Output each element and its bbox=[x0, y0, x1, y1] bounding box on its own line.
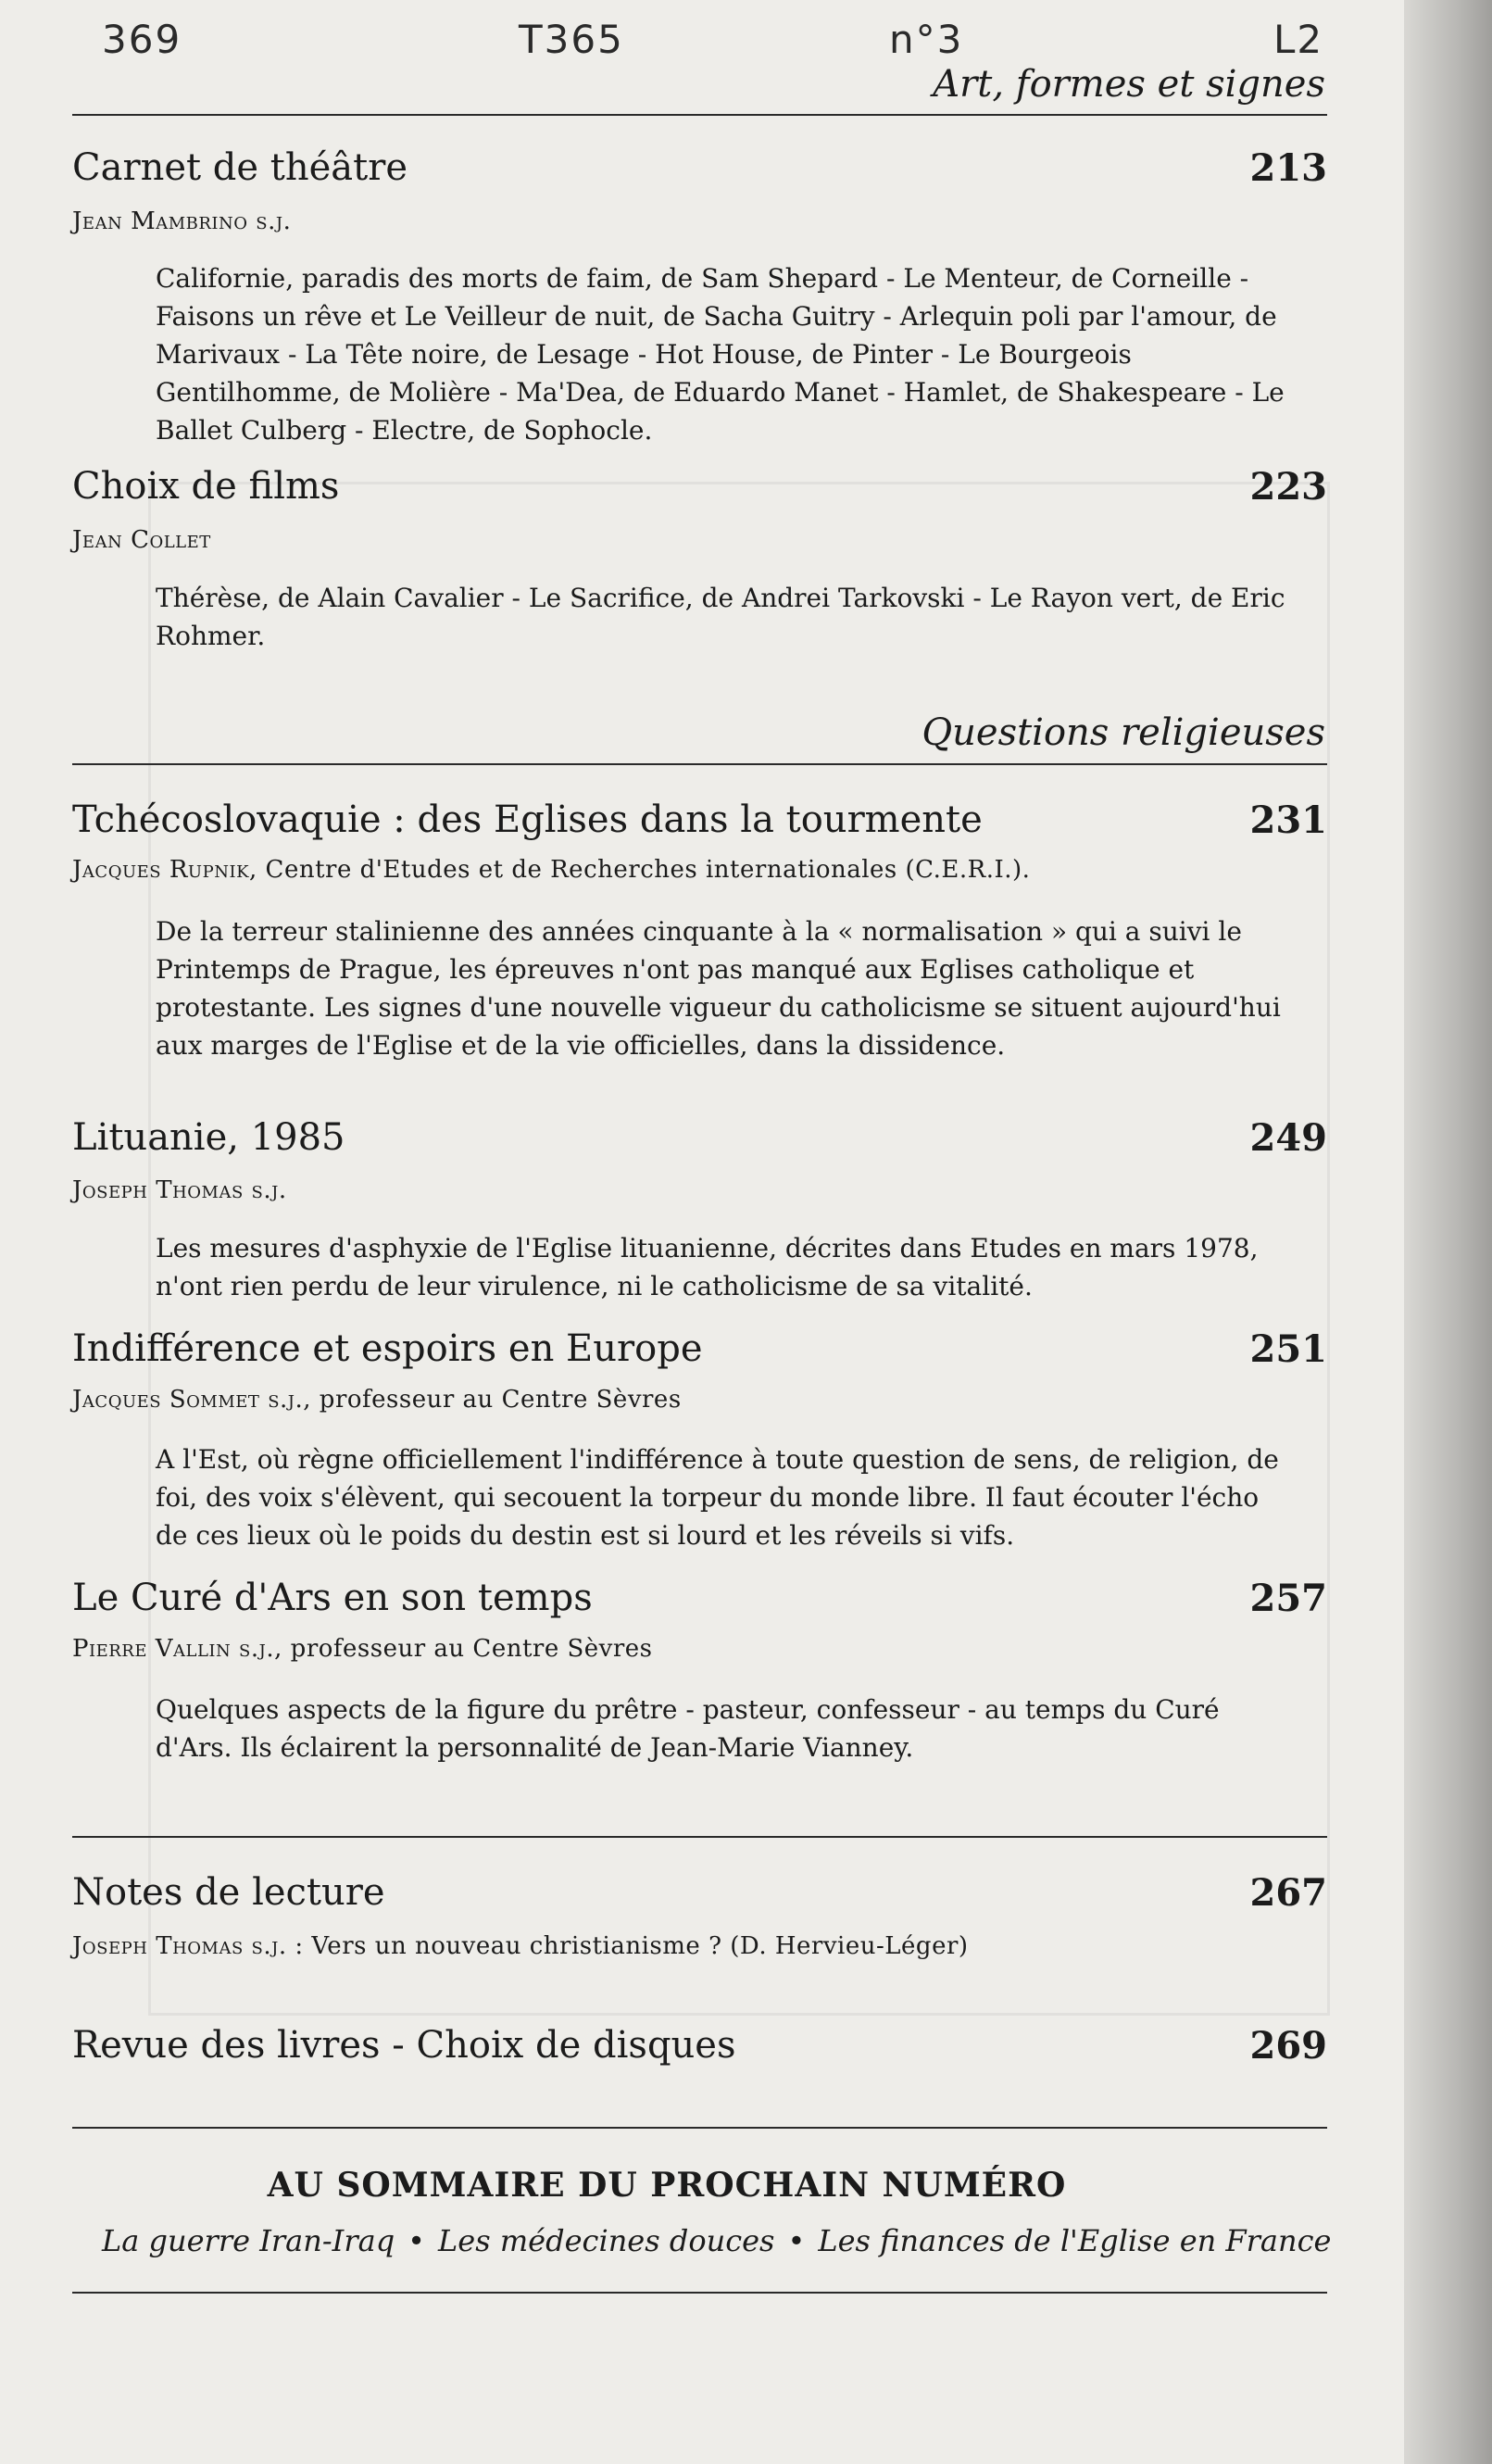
bullet-icon: • bbox=[787, 2223, 806, 2258]
entry-author: Jacques Rupnik, Centre d'Etudes et de Recherches internationales (C.E.R.I.). bbox=[72, 856, 1031, 884]
next-issue-item: Les finances de l'Eglise en France bbox=[818, 2223, 1332, 2258]
entry-title: Tchécoslovaquie : des Eglises dans la tourmente bbox=[72, 798, 983, 841]
entry-page-number: 251 bbox=[1249, 1327, 1327, 1371]
entry-title: Lituanie, 1985 bbox=[72, 1116, 345, 1159]
entry-page-number: 269 bbox=[1249, 2024, 1327, 2068]
entry-title: Indifférence et espoirs en Europe bbox=[72, 1327, 703, 1370]
entry-abstract: A l'Est, où règne officiellement l'indifférence à toute question de sens, de religion, de foi, des voix s'élèvent, qui secouent la torpeur du monde libre. Il faut écouter l'écho de ces lieux où le poids du destin est si lourd et les réveils si vifs. bbox=[156, 1444, 1279, 1551]
entry-author: Joseph Thomas s.j. bbox=[72, 1176, 287, 1204]
page-edge-shadow bbox=[1404, 0, 1492, 2464]
entry-author: Jacques Sommet s.j., professeur au Centre Sèvres bbox=[72, 1386, 682, 1414]
entry-page-number: 223 bbox=[1249, 465, 1327, 509]
handwritten-note: T365 bbox=[519, 17, 624, 62]
entry-author: Joseph Thomas s.j. : Vers un nouveau christianisme ? (D. Hervieu-Léger) bbox=[72, 1932, 969, 1960]
section-heading-religion: Questions religieuses bbox=[922, 711, 1325, 754]
entry-page-number: 257 bbox=[1249, 1577, 1327, 1620]
section-rule bbox=[72, 114, 1327, 116]
entry-abstract: Californie, paradis des morts de faim, de Sam Shepard - Le Menteur, de Corneille - Faisons un rêve et Le Veilleur de nuit, de Sacha Guitry - Arlequin poli par l'amour, de Marivaux - La Tête noire, de Lesage - Hot House, de Pinter - Le Bourgeois Gentilhomme, de Molière - Ma'Dea, de Eduardo Manet - Hamlet, de Shakespeare - Le Ballet Culberg - Electre, de Sophocle. bbox=[156, 263, 1285, 446]
entry-page-number: 249 bbox=[1249, 1116, 1327, 1160]
handwritten-note: L2 bbox=[1273, 17, 1324, 62]
entry-title: Notes de lecture bbox=[72, 1871, 385, 1914]
entry-abstract: Les mesures d'asphyxie de l'Eglise lituanienne, décrites dans Etudes en mars 1978, n'ont rien perdu de leur virulence, ni le catholicisme de sa vitalité. bbox=[156, 1233, 1259, 1301]
section-rule bbox=[72, 1836, 1327, 1838]
next-issue-heading: AU SOMMAIRE DU PROCHAIN NUMÉRO bbox=[267, 2166, 1067, 2205]
next-issue-item: La guerre Iran-Iraq bbox=[102, 2223, 395, 2258]
entry-author: Jean Mambrino s.j. bbox=[72, 207, 292, 235]
section-heading-art: Art, formes et signes bbox=[933, 63, 1325, 106]
next-issue-item: Les médecines douces bbox=[438, 2223, 775, 2258]
entry-page-number: 267 bbox=[1249, 1871, 1327, 1915]
entry-abstract: Quelques aspects de la figure du prêtre - pasteur, confesseur - au temps du Curé d'Ars. Ils éclairent la personnalité de Jean-Marie Vianney. bbox=[156, 1694, 1220, 1763]
handwritten-note: n°3 bbox=[889, 17, 964, 62]
section-rule bbox=[72, 2292, 1327, 2294]
next-issue-items bbox=[102, 2223, 1331, 2258]
section-rule bbox=[72, 2127, 1327, 2129]
entry-title: Revue des livres - Choix de disques bbox=[72, 2024, 736, 2067]
entry-title: Le Curé d'Ars en son temps bbox=[72, 1577, 593, 1619]
entry-abstract: Thérèse, de Alain Cavalier - Le Sacrifice, de Andrei Tarkovski - Le Rayon vert, de Eric Rohmer. bbox=[156, 583, 1285, 651]
handwritten-note: 369 bbox=[102, 17, 182, 62]
entry-page-number: 231 bbox=[1249, 798, 1327, 842]
entry-title: Choix de films bbox=[72, 465, 340, 508]
section-rule bbox=[72, 763, 1327, 765]
entry-page-number: 213 bbox=[1249, 146, 1327, 190]
entry-author: Pierre Vallin s.j., professeur au Centre Sèvres bbox=[72, 1635, 653, 1663]
entry-title: Carnet de théâtre bbox=[72, 146, 408, 189]
entry-author: Jean Collet bbox=[72, 526, 211, 554]
entry-abstract: De la terreur stalinienne des années cinquante à la « normalisation » qui a suivi le Printemps de Prague, les épreuves n'ont pas manqué aux Eglises catholique et protestante. Les signes d'une nouvelle vigueur du catholicisme se situent aujourd'hui aux marges de l'Eglise et de la vie officielles, dans la dissidence. bbox=[156, 916, 1281, 1061]
bullet-icon: • bbox=[407, 2223, 426, 2258]
